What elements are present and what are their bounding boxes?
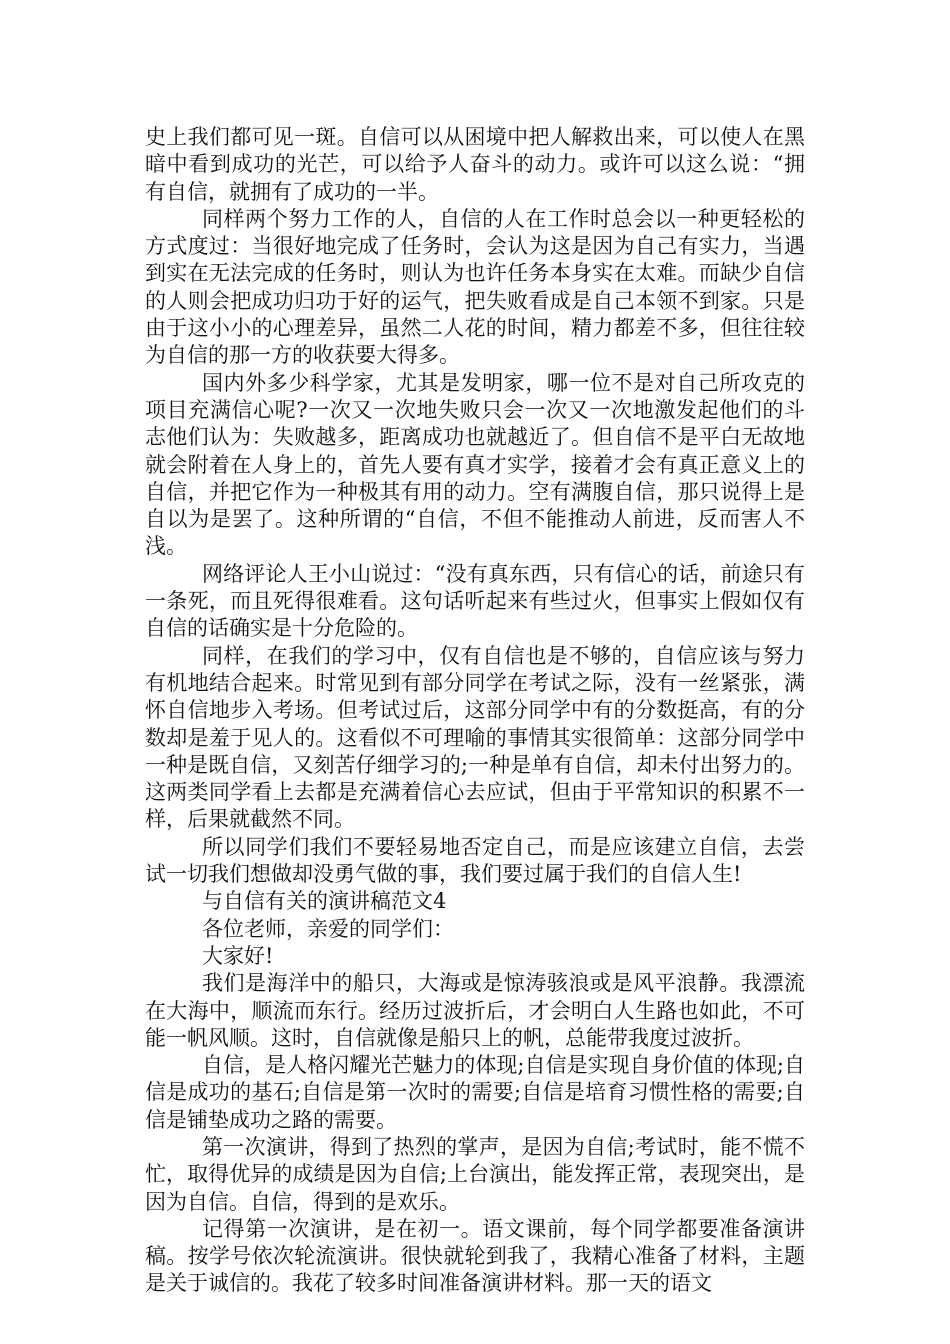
paragraph-6: 所以同学们我们不要轻易地否定自己，而是应该建立自信，去尝试一切我们想做却没勇气做的事，我们要过属于我们的自信人生! <box>145 834 805 887</box>
section-heading: 与自信有关的演讲稿范文4 <box>202 889 447 914</box>
paragraph-3: 国内外多少科学家，尤其是发明家，哪一位不是对自己所攻克的项目充满信心呢?一次又一次地失败只会一次又一次地激发起他们的斗志他们认为：失败越多，距离成功也就越近了。但自信不是平白无故地就会附着在人身上的，首先人要有真才实学，接着才会有真正意义上的自信，并把它作为一种极其有用的动力。空有满腹自信，那只说得上是自以为是罢了。这种所谓的“自信，不但不能推动人前进，反而害人不浅。 <box>145 370 805 559</box>
document-page <box>145 124 805 1298</box>
paragraph-13: 记得第一次演讲，是在初一。语文课前，每个同学都要准备演讲稿。按学号依次轮流演讲。很快就轮到我了，我精心准备了材料，主题是关于诚信的。我花了较多时间准备演讲材料。那一天的语文 <box>145 1216 805 1296</box>
paragraph-11: 自信，是人格闪耀光芒魅力的体现;自信是实现自身价值的体现;自信是成功的基石;自信是第一次时的需要;自信是培育习惯性格的需要;自信是铺垫成功之路的需要。 <box>145 1053 805 1132</box>
paragraph-10: 我们是海洋中的船只，大海或是惊涛骇浪或是风平浪静。我漂流在大海中，顺流而东行。经历过波折后，才会明白人生路也如此，不可能一帆风顺。这时，自信就像是船只上的帆，总能带我度过波折。 <box>145 971 805 1050</box>
paragraph-4: 网络评论人王小山说过：“没有真东西，只有信心的话，前途只有一条死，而且死得很难看。这句话听起来有些过火，但事实上假如仅有自信的话确实是十分危险的。 <box>145 561 805 641</box>
paragraph-1: 史上我们都可见一斑。自信可以从困境中把人解救出来，可以使人在黑暗中看到成功的光芒，可以给予人奋斗的动力。或许可以这么说：“拥有自信，就拥有了成功的一半。 <box>145 125 805 204</box>
salutation: 各位老师，亲爱的同学们： <box>202 916 454 941</box>
paragraph-5: 同样，在我们的学习中，仅有自信也是不够的，自信应该与努力有机地结合起来。时常见到有部分同学在考试之际，没有一丝紧张，满怀自信地步入考场。但考试过后，这部分同学中有的分数挺高，有的分数却是羞于见人的。这看似不可理喻的事情其实很简单：这部分同学中一种是既自信，又刻苦仔细学习的;一种是单有自信，却未付出努力的。这两类同学看上去都是充满着信心去应试，但由于平常知识的积累不一样，后果就截然不同。 <box>145 643 805 832</box>
paragraph-2: 同样两个努力工作的人，自信的人在工作时总会以一种更轻松的方式度过：当很好地完成了任务时，会认为这是因为自己有实力，当遇到实在无法完成的任务时，则认为也许任务本身实在太难。而缺少自信的人则会把成功归功于好的运气，把失败看成是自己本领不到家。只是由于这小小的心理差异，虽然二人花的时间，精力都差不多，但往往较为自信的那一方的收获要大得多。 <box>145 206 805 368</box>
greeting: 大家好! <box>202 943 274 968</box>
paragraph-12: 第一次演讲，得到了热烈的掌声，是因为自信;考试时，能不慌不忙，取得优异的成绩是因为自信;上台演出，能发挥正常，表现突出，是因为自信。自信，得到的是欢乐。 <box>145 1134 805 1214</box>
